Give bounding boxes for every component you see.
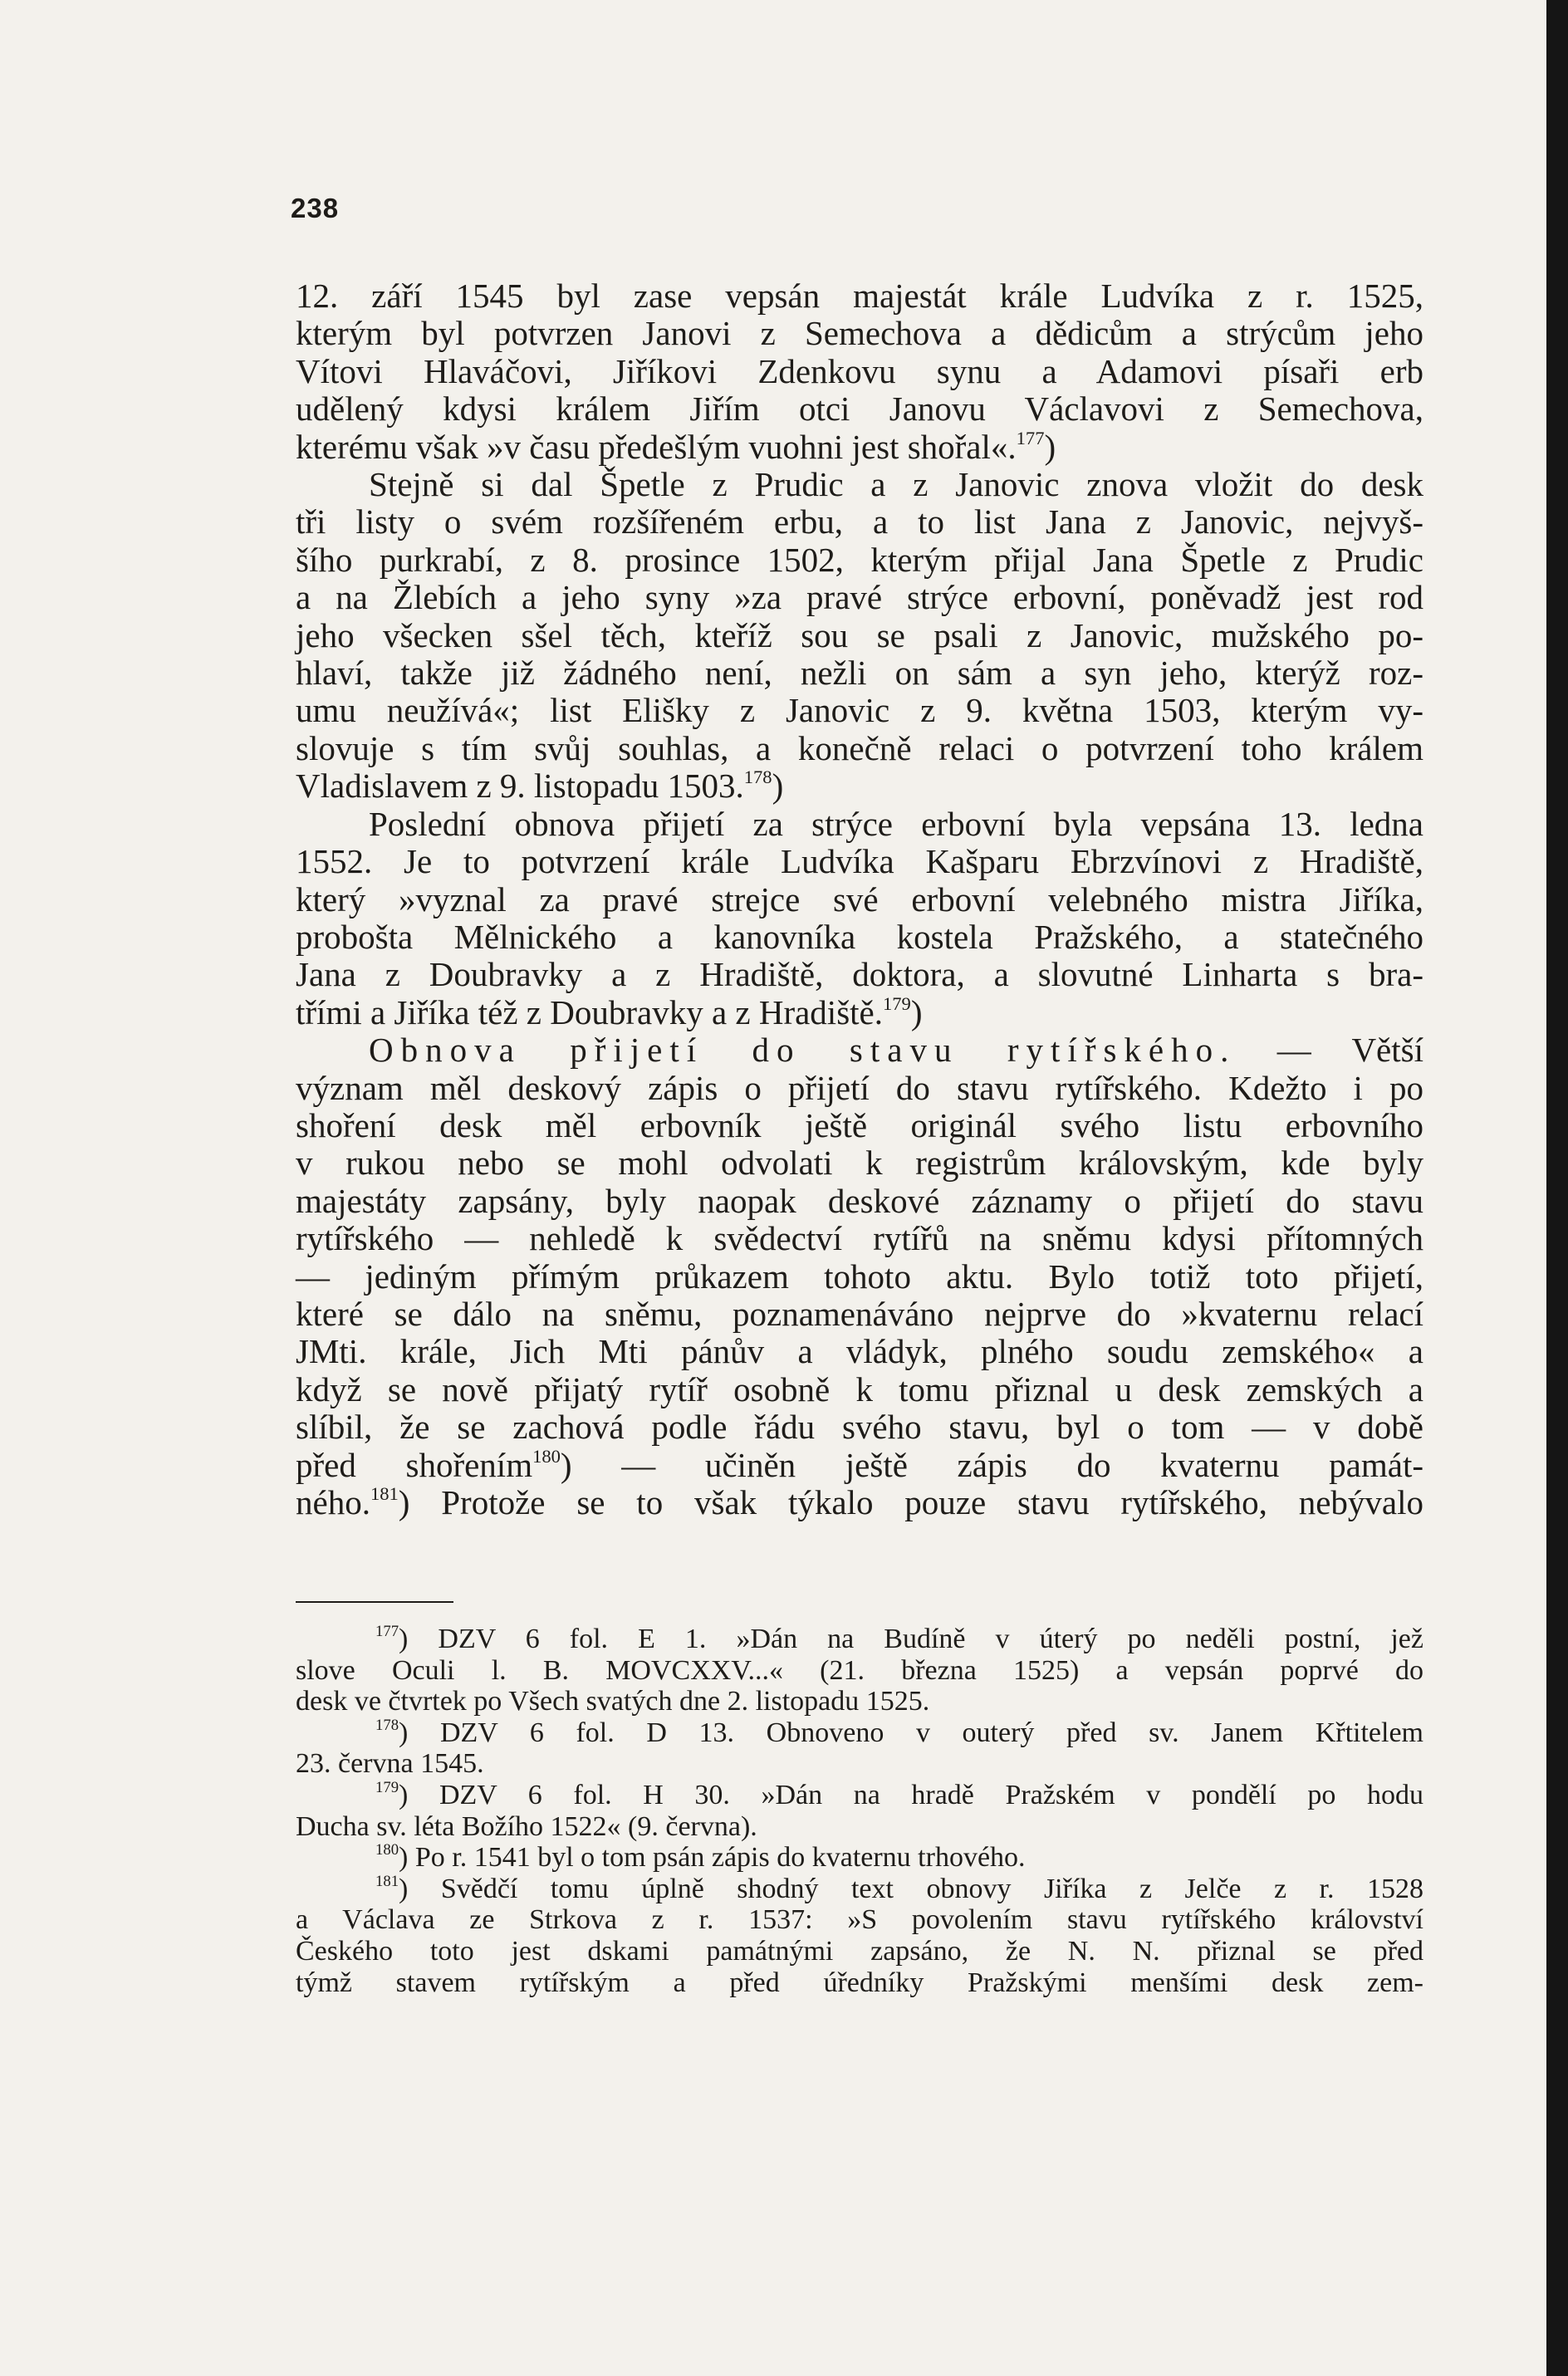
footnotes	[296, 1624, 1423, 1998]
footnote-line: 23. června 1545.	[296, 1748, 484, 1780]
text-line: když se nově přijatý rytíř osobně k tomu přiznal u desk zemských a	[296, 1369, 1423, 1408]
paragraph	[296, 277, 1423, 466]
footnote-line	[296, 1874, 1423, 1905]
page-number: 238	[291, 193, 340, 223]
text-line: Vítovi Hlaváčovi, Jiříkovi Zdenkovu synu a Adamovi písaři erb	[296, 351, 1423, 390]
text-line: slíbil, že se zachová podle řádu svého stavu, byl o tom — v době	[296, 1408, 1423, 1447]
text-line: v rukou nebo se mohl odvolati k registrům královským, kde byly	[296, 1144, 1423, 1183]
footnote-ref: 180	[532, 1445, 561, 1467]
text-line	[296, 1484, 1423, 1521]
footnote-number: 181	[375, 1872, 399, 1890]
text-line: JMti. krále, Jich Mti pánův a vládyk, plného soudu zemského« a	[296, 1332, 1423, 1371]
footnote-line: Českého toto jest dskami památnými zapsáno, že N. N. přiznal se před	[296, 1935, 1423, 1967]
text-line: který »vyznal za pravé strejce své erbovní velebného mistra Jiříka,	[296, 879, 1423, 919]
text-line: a na Žlebích a jeho syny »za pravé strýce erbovní, poněvadž jest rod	[296, 578, 1423, 617]
text-line	[296, 994, 1423, 1031]
footnote-line: a Václava ze Strkova z r. 1537: »S povolením stavu rytířského království	[296, 1904, 1423, 1936]
text-line: rytířského — nehledě k svědectví rytířů na sněmu kdysi přítomných	[296, 1219, 1423, 1258]
paragraph	[296, 466, 1423, 806]
text-run: ) — učiněn ještě zápis do kvaternu památ-	[560, 1445, 1423, 1484]
text-line	[296, 767, 1423, 805]
section-heading: Obnova přijetí do stavu rytířského.	[369, 1031, 1237, 1070]
text-line	[296, 1447, 1423, 1484]
text-run: ) Po r. 1541 byl o tom psán zápis do kvaternu trhového.	[399, 1842, 1026, 1874]
footnote-ref: 177	[1016, 427, 1045, 448]
text-line: udělený kdysi králem Jiřím otci Janovu Václavovi z Semechova,	[296, 389, 1423, 429]
text-run: kterému však »v času předešlým vuohni jest shořal«.	[296, 427, 1017, 466]
footnote-divider	[296, 1601, 453, 1603]
text-run: ) DZV 6 fol. E 1. »Dán na Budíně v úterý po neděli postní, jež	[399, 1624, 1423, 1654]
footnote-line	[296, 1780, 1423, 1811]
text-line: hlaví, takže již žádného není, nežli on sám a syn jeho, kterýž roz-	[296, 654, 1423, 693]
text-line: slovuje s tím svůj souhlas, a konečně relaci o potvrzení toho králem	[296, 728, 1423, 767]
text-run: ) Svědčí tomu úplně shodný text obnovy Jiříka z Jelče z r. 1528	[399, 1873, 1423, 1904]
text-line: majestáty zapsány, byly naopak deskové záznamy o přijetí do stavu	[296, 1181, 1423, 1220]
text-line: kterým byl potvrzen Janovi z Semechova a dědicům a strýcům jeho	[296, 314, 1423, 353]
footnote-number: 178	[375, 1716, 399, 1734]
text-line: šího purkrabí, z 8. prosince 1502, kterým přijal Jana Špetle z Prudic	[296, 540, 1423, 579]
footnote-ref: 179	[883, 992, 911, 1014]
text-run: )	[772, 767, 784, 806]
footnote-number: 179	[375, 1778, 399, 1796]
text-line: tři listy o svém rozšířeném erbu, a to list Jana z Janovic, nejvyš-	[296, 502, 1423, 541]
scan-border	[1546, 0, 1568, 2376]
text-run: třími a Jiříka též z Doubravky a z Hradiště.	[296, 992, 883, 1031]
footnote-line: týmž stavem rytířským a před úředníky Pražskými menšími desk zem-	[296, 1967, 1423, 1998]
footnote-line	[296, 1842, 1423, 1874]
text-run: ) DZV 6 fol. D 13. Obnoveno v outerý před sv. Janem Křtitelem	[399, 1717, 1423, 1748]
text-line: které se dálo na sněmu, poznamenáváno nejprve do »kvaternu relací	[296, 1294, 1423, 1333]
footnote	[296, 1874, 1423, 1998]
text-run: )	[1044, 427, 1056, 466]
footnote-number: 177	[375, 1622, 399, 1640]
footnote-number: 180	[375, 1841, 399, 1859]
footnote-ref: 181	[370, 1483, 399, 1505]
footnote-line: desk ve čtvrtek po Všech svatých dne 2. listopadu 1525.	[296, 1686, 930, 1717]
text-run: — Větší	[1236, 1031, 1423, 1070]
footnote-line	[296, 1624, 1423, 1655]
text-run: před shořením	[296, 1445, 533, 1484]
footnote	[296, 1624, 1423, 1717]
text-line	[296, 1031, 1423, 1069]
text-run: ného.	[296, 1483, 370, 1521]
text-line: význam měl deskový zápis o přijetí do stavu rytířského. Kdežto i po	[296, 1068, 1423, 1107]
text-run: ) Protože se to však týkalo pouze stavu rytířského, nebývalo	[398, 1483, 1423, 1521]
text-line: probošta Mělnického a kanovníka kostela Pražského, a statečného	[296, 917, 1423, 956]
text-run: ) DZV 6 fol. H 30. »Dán na hradě Pražském v pondělí po hodu	[399, 1779, 1423, 1810]
text-line: Jana z Doubravky a z Hradiště, doktora, a slovutné Linharta s bra-	[296, 955, 1423, 994]
text-line: — jediným přímým průkazem tohoto aktu. Bylo totiž toto přijetí,	[296, 1257, 1423, 1296]
footnote-line: Ducha sv. léta Božího 1522« (9. června).	[296, 1810, 757, 1842]
text-run: )	[910, 992, 923, 1031]
footnote-line: slove Oculi l. B. MOVCXXV...« (21. března 1525) a vepsán poprvé do	[296, 1654, 1423, 1686]
main-text	[296, 277, 1423, 1521]
text-line	[296, 429, 1423, 466]
paragraph	[296, 806, 1423, 1031]
text-line: Stejně si dal Špetle z Prudic a z Janovic znova vložit do desk	[369, 465, 1423, 504]
footnote	[296, 1842, 1423, 1874]
text-line: shoření desk měl erbovník ještě originál svého listu erbovního	[296, 1105, 1423, 1144]
footnote-line	[296, 1717, 1423, 1749]
text-line: 12. září 1545 byl zase vepsán majestát krále Ludvíka z r. 1525,	[296, 277, 1423, 315]
footnote	[296, 1717, 1423, 1780]
text-line: umu neužívá«; list Elišky z Janovic z 9. května 1503, kterým vy-	[296, 691, 1423, 730]
paragraph	[296, 1031, 1423, 1521]
text-line: jeho všecken sšel těch, kteříž sou se psali z Janovic, mužského po-	[296, 615, 1423, 654]
text-run: Vladislavem z 9. listopadu 1503.	[296, 767, 744, 806]
text-line: 1552. Je to potvrzení krále Ludvíka Kašparu Ebrzvínovi z Hradiště,	[296, 842, 1423, 881]
footnote-ref: 178	[743, 767, 772, 788]
text-line: Poslední obnova přijetí za strýce erbovní byla vepsána 13. ledna	[369, 804, 1423, 843]
footnote	[296, 1780, 1423, 1842]
